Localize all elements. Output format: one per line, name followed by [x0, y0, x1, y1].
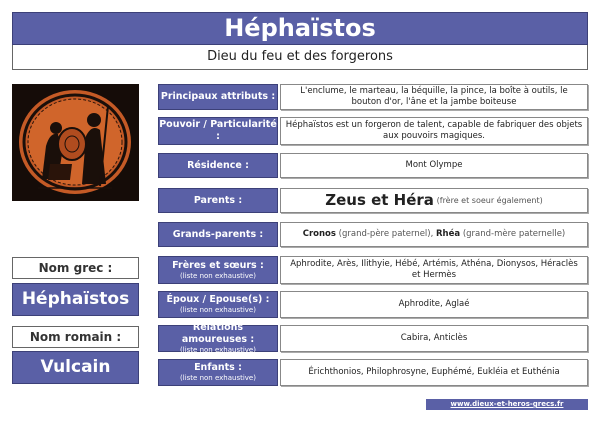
label-relations-text: Relations amoureuses :: [181, 322, 255, 345]
value-relations: Cabira, Anticlès: [280, 325, 588, 352]
page-subtitle: Dieu du feu et des forgerons: [12, 45, 588, 70]
page-title: Héphaïstos: [12, 12, 588, 45]
value-attributes: L'enclume, le marteau, la béquille, la pince, la boîte à outils, le bouton d'or, l'âne et la jambe boiteuse: [280, 84, 588, 110]
label-attributes: [158, 84, 278, 110]
value-grandparents: [280, 222, 588, 247]
label-children-text: Enfants :: [194, 362, 242, 373]
grandfather-note: (grand-père paternel),: [338, 229, 434, 239]
vase-illustration: [12, 84, 139, 201]
label-residence-text: Résidence :: [187, 159, 249, 171]
grandfather-name: Cronos: [302, 229, 336, 239]
value-power: Héphaïstos est un forgeron de talent, capable de fabriquer des objets aux pouvoirs magiques.: [280, 117, 588, 145]
greek-name-value: Héphaïstos: [12, 283, 139, 316]
label-parents: [158, 188, 278, 213]
value-siblings: Aphrodite, Arès, Ilithyie, Hébé, Artémis, Athéna, Dionysos, Héraclès et Hermès: [280, 256, 588, 284]
label-spouses-sub: (liste non exhaustive): [180, 306, 256, 314]
label-children: [158, 359, 278, 386]
label-power: [158, 117, 278, 145]
roman-name-label: Nom romain :: [12, 326, 139, 348]
parents-note: (frère et soeur également): [436, 196, 543, 205]
label-power-text: Pouvoir / Particularité :: [159, 119, 277, 142]
label-grandparents: [158, 222, 278, 247]
value-residence: Mont Olympe: [280, 153, 588, 178]
value-children: Érichthonios, Philophrosyne, Euphémé, Eukléia et Euthénia: [280, 359, 588, 386]
label-siblings: [158, 256, 278, 284]
label-children-sub: (liste non exhaustive): [180, 374, 256, 382]
label-relations-sub: (liste non exhaustive): [180, 346, 256, 354]
label-spouses: [158, 291, 278, 318]
label-parents-text: Parents :: [193, 194, 243, 206]
parents-names: Zeus et Héra: [325, 191, 434, 209]
vase-image: [12, 84, 139, 201]
roman-name-value: Vulcain: [12, 351, 139, 384]
value-parents: [280, 188, 588, 213]
label-siblings-sub: (liste non exhaustive): [180, 271, 256, 280]
grandmother-note: (grand-mère paternelle): [462, 229, 566, 239]
label-attributes-text: Principaux attributs :: [160, 91, 276, 102]
label-grandparents-text: Grands-parents :: [172, 228, 264, 240]
label-relations: [158, 322, 278, 354]
website-link[interactable]: www.dieux-et-heros-grecs.fr: [426, 399, 588, 410]
label-residence: [158, 153, 278, 178]
greek-name-label: Nom grec :: [12, 257, 139, 279]
label-spouses-text: Époux / Epouse(s) :: [166, 294, 270, 305]
label-siblings-text: Frères et sœurs :: [172, 259, 264, 271]
grandmother-name: Rhéa: [436, 229, 461, 239]
value-spouses: Aphrodite, Aglaé: [280, 291, 588, 318]
